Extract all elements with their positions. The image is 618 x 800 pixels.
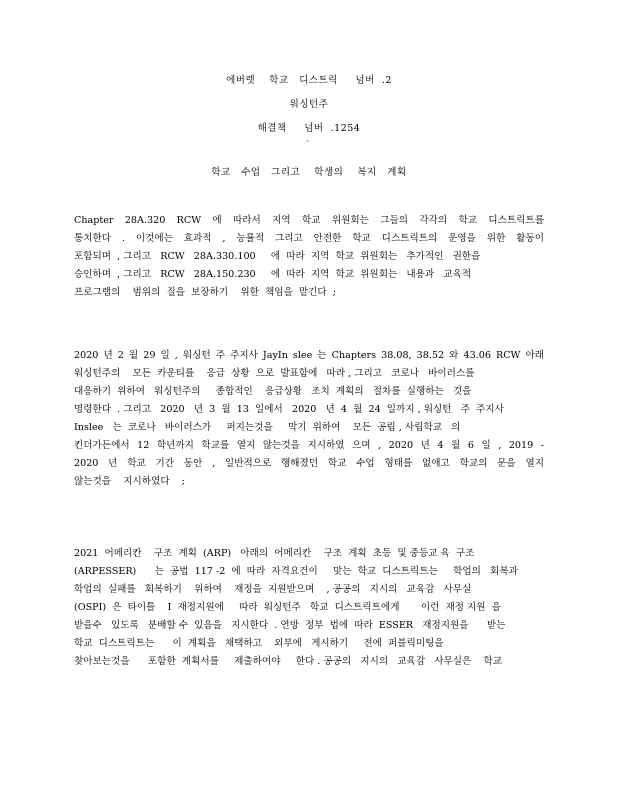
paragraph-2: [74, 347, 544, 491]
paragraph-line: 학교 디스트릭트는 이 계획을 채택하고 외부에 게시하기 전에 퍼블릭미팅을: [74, 638, 444, 649]
paragraph-line: 대응하기 위하여 워싱턴주의 종합적인 응급상황 조치 계획의 절차를 실행하는 것을: [74, 386, 472, 397]
paragraph-line: 승인하며 , 그리고 RCW 28A.150.230 에 따라 지역 학교 위원회는 내용과 교육적: [74, 269, 472, 280]
paragraph-line: 2021 어메리칸 구조 계획 (ARP) 아래의 어메리칸 구조 계획 초등 및 중등교 육 구조: [74, 548, 475, 559]
paragraph-line: (ARPESSER) 는 공법 117 -2 에 따라 자격요건이 맞는 학교 디스트릭트는 학업의 회복과: [74, 566, 518, 577]
paragraph-line: 명령한다 . 그리고 2020 년 3 월 13 일에서 2020 년 4 월 24 일까지 , 워싱턴 주 주지사: [74, 404, 504, 415]
stray-mark: `: [306, 140, 310, 149]
paragraph-line: 학업의 실패를 회복하기 위하여 재정을 지원받으며 , 공공의 지시의 교육감 사무실: [74, 584, 472, 595]
district-name-heading: 에버렛 학교 디스트릭 넘버 .2: [226, 75, 392, 86]
resolution-number-heading: 해결책 넘버 .1254: [257, 123, 361, 134]
paragraph-line: (OSPI) 은 타이틀 I 재정지원에 따라 워싱턴주 학교 디스트릭트에게 이런 재정 지원 을: [74, 602, 501, 613]
document-title: 학교 수업 그리고 학생의 복지 계획: [211, 167, 407, 178]
paragraph-line: 킨더가든에서 12 학년까지 학교를 열지 않는것을 지시하였 으며 , 2020 년 4 월 6 일 , 2019 -: [74, 440, 544, 451]
paragraph-line: Inslee 는 코로나 바이러스가 퍼지는것을 막기 위하여 모든 공립 , 사립학교 의: [74, 422, 461, 433]
paragraph-1: [74, 212, 544, 302]
paragraph-line: 2020 년 학교 기간 동안 , 일반적으로 행해졌던 학교 수업 형태를 없애고 학교의 문을 열지: [74, 458, 544, 469]
paragraph-line: 찾아보는것을 포함한 계획서를 제출하여야 한다 . 공공의 지시의 교육감 사무실은 학교: [74, 656, 503, 667]
paragraph-line: 포함되며 , 그리고 RCW 28A.330.100 에 따라 지역 학교 위원회는 추가적인 권한을: [74, 251, 481, 262]
paragraph-line: 받을수 있도록 분배할 수 있음을 지시한다 . 연방 정부 법에 따라 ESSER 재정지원을 받는: [74, 620, 506, 631]
paragraph-line: 프로그램의 범위의 질을 보장하기 위한 책임을 맡긴다 ;: [74, 287, 337, 298]
paragraph-line: Chapter 28A.320 RCW 에 따라서 지역 학교 위원회는 그들의 각각의 학교 디스트릭트를: [74, 215, 544, 226]
paragraph-line: 통치한다 . 이것에는 효과적 , 능률적 그리고 안전한 학교 디스트릭트의 운영을 위한 활동이: [74, 233, 544, 244]
paragraph-line: 워싱턴주의 모든 카운티를 응급 상황 으로 발표함에 따라 , 그리고 코로나 바이러스를: [74, 368, 475, 379]
paragraph-line: 2020 년 2 월 29 일 , 워싱턴 주 주지사 JayIn slee 는 Chapters 38.08, 38.52 와 43.06 RCW 아래: [74, 350, 544, 361]
paragraph-line: 않는것을 지시하였다 ;: [74, 476, 186, 487]
paragraph-3: [74, 545, 544, 671]
state-heading: 워싱턴주: [289, 99, 329, 110]
